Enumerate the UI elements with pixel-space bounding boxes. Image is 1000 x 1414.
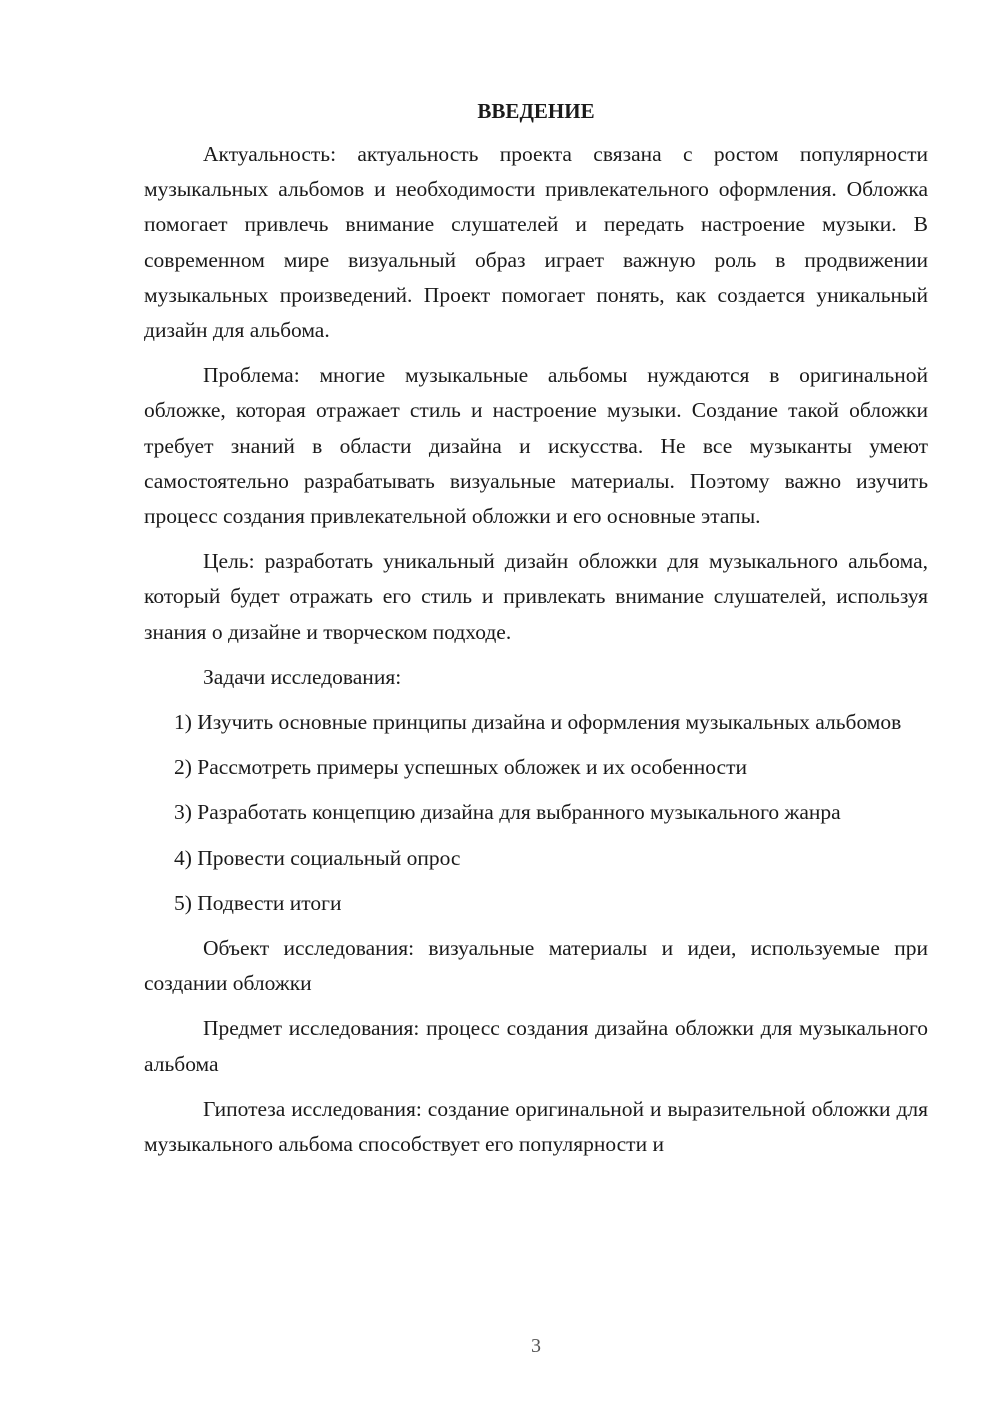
- section-title: ВВЕДЕНИЕ: [477, 99, 595, 123]
- page-number: 3: [531, 1335, 541, 1357]
- subject-paragraph: Предмет исследования: процесс создания дизайна обложки для музыкального альбома: [144, 1016, 928, 1076]
- problem-paragraph: Проблема: многие музыкальные альбомы нуждаются в оригинальной обложке, которая отражает стиль и настроение музыки. Создание такой обложки требует знаний в области дизайна и искусства. Не все музыканты умеют самостоятельно разрабатывать визуальные материалы. Поэтому важно изучить процесс создания привлекательной обложки и его основные этапы.: [144, 363, 928, 529]
- task-item: 1) Изучить основные принципы дизайна и оформления музыкальных альбомов: [174, 710, 902, 735]
- hypothesis-paragraph: Гипотеза исследования: создание оригинальной и выразительной обложки для музыкального альбома способствует его популярности и: [144, 1096, 928, 1157]
- tasks-heading: Задачи исследования:: [203, 664, 402, 689]
- task-item: 4) Провести социальный опрос: [174, 845, 461, 870]
- task-item: 5) Подвести итоги: [174, 890, 342, 915]
- object-paragraph: Объект исследования: визуальные материалы и идеи, используемые при создании обложки: [144, 936, 928, 996]
- page-content: [144, 95, 928, 1172]
- task-item: 3) Разработать концепцию дизайна для выбранного музыкального жанра: [174, 800, 841, 825]
- relevance-paragraph: Актуальность: актуальность проекта связана с ростом популярности музыкальных альбомов и необходимости привлекательного оформления. Обложка помогает привлечь внимание слушателей и передать настроение музыки. В современном мире визуальный образ играет важную роль в продвижении музыкальных произведений. Проект помогает понять, как создается уникальный дизайн для альбома.: [144, 142, 928, 343]
- task-item: 2) Рассмотреть примеры успешных обложек и их особенности: [174, 755, 747, 780]
- goal-paragraph: Цель: разработать уникальный дизайн обложки для музыкального альбома, который будет отражать его стиль и привлекать внимание слушателей, используя знания о дизайне и творческом подходе.: [144, 549, 928, 644]
